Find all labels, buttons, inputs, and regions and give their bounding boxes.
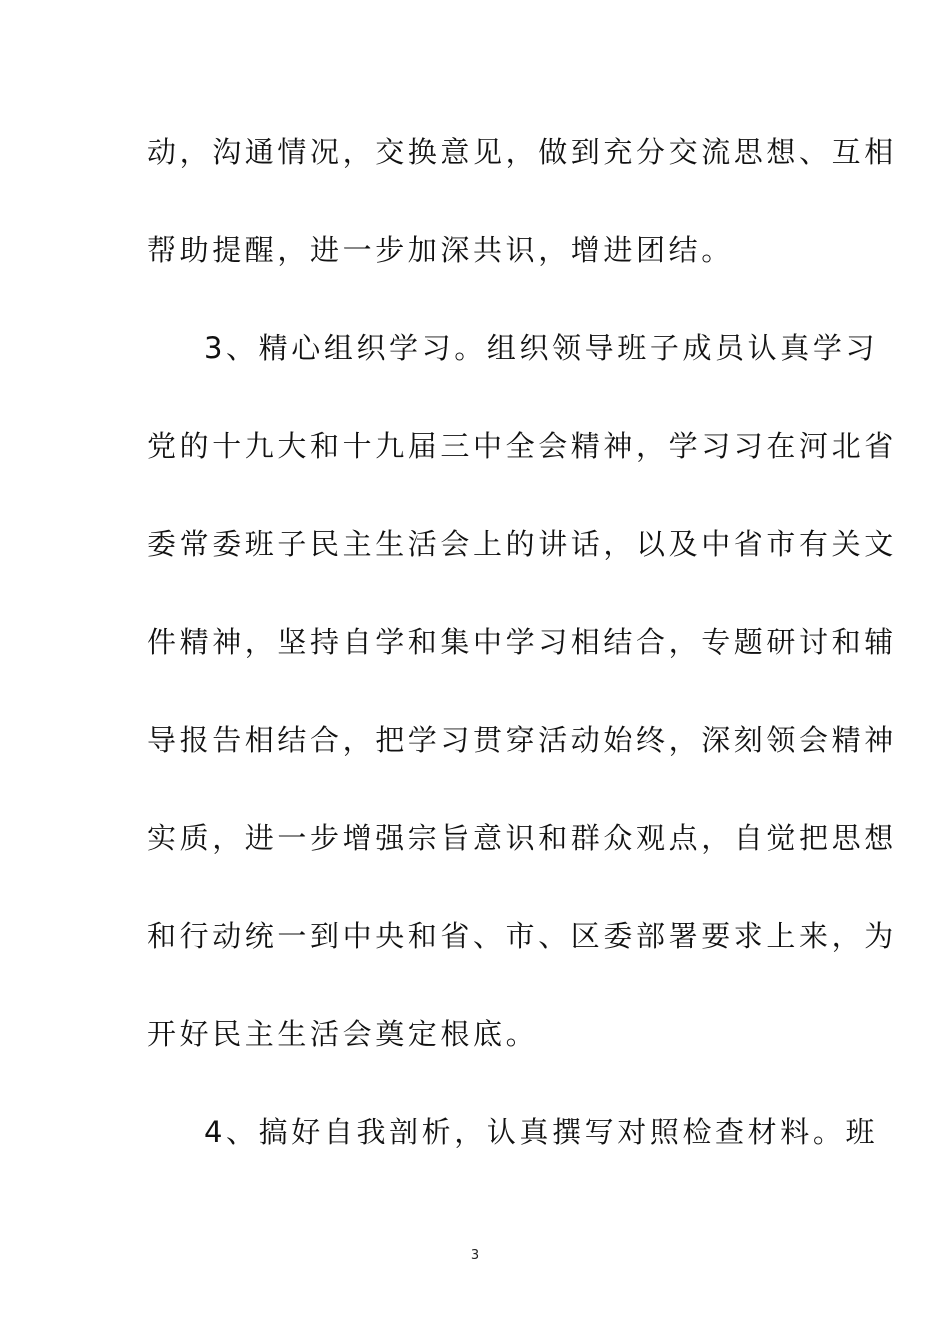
text-line-1: 动，沟通情况，交换意见，做到充分交流思想、互相 <box>147 135 897 169</box>
text-line-7: 导报告相结合，把学习贯穿活动始终，深刻领会精神 <box>147 723 897 757</box>
text-line-10: 开好民主生活会奠定根底。 <box>147 1017 539 1051</box>
page-number: 3 <box>470 1248 480 1263</box>
text-line-5: 委常委班子民主生活会上的讲话，以及中省市有关文 <box>147 527 897 561</box>
text-line-11: 4、搞好自我剖析，认真撰写对照检查材料。班 <box>204 1115 879 1149</box>
text-line-2: 帮助提醒，进一步加深共识，增进团结。 <box>147 233 734 267</box>
text-line-9: 和行动统一到中央和省、市、区委部署要求上来，为 <box>147 919 897 953</box>
text-line-6: 件精神，坚持自学和集中学习相结合，专题研讨和辅 <box>147 625 897 659</box>
text-line-4: 党的十九大和十九届三中全会精神，学习习在河北省 <box>147 429 897 463</box>
text-line-8: 实质，进一步增强宗旨意识和群众观点，自觉把思想 <box>147 821 897 855</box>
text-line-3: 3、精心组织学习。组织领导班子成员认真学习 <box>204 331 879 365</box>
